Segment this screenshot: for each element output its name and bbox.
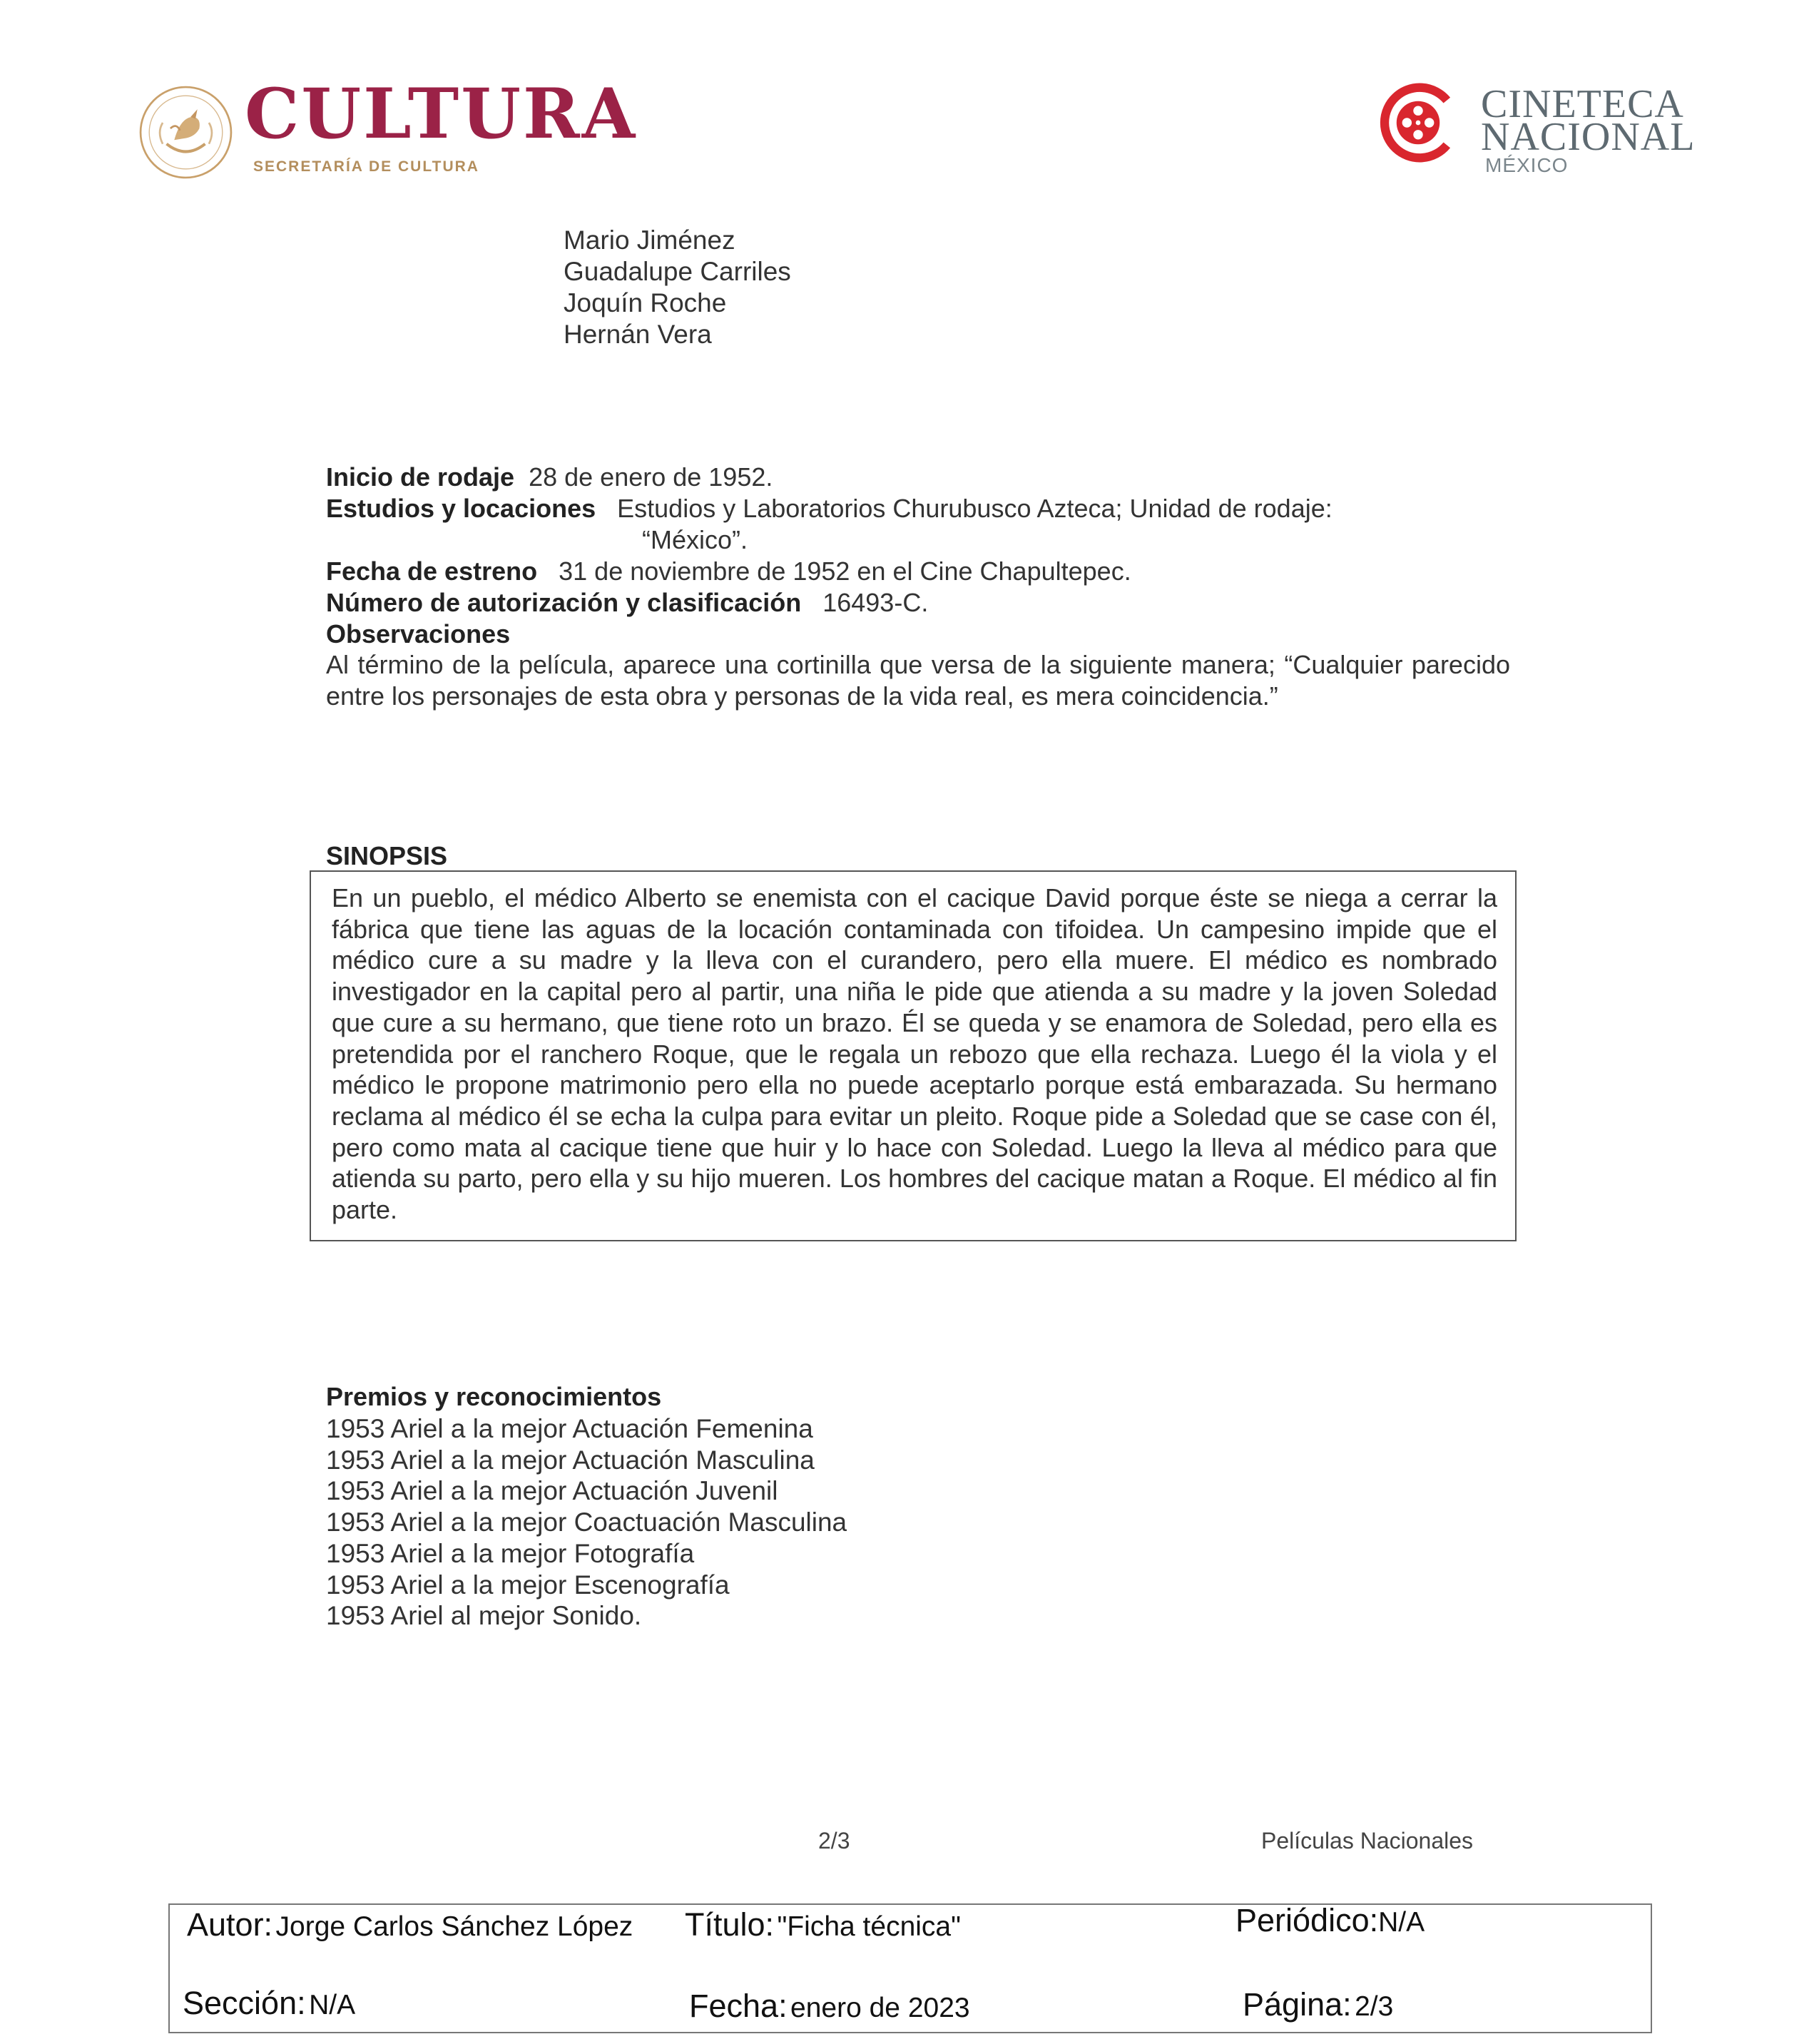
titulo-label: Título: xyxy=(685,1906,775,1943)
titulo-value: "Ficha técnica" xyxy=(777,1911,961,1942)
estreno-value: 31 de noviembre de 1952 en el Cine Chapultepec. xyxy=(559,556,1131,586)
sinopsis-heading: SINOPSIS xyxy=(326,841,448,870)
cineteca-logo-line3: MÉXICO xyxy=(1485,154,1569,176)
award-item: 1953 Ariel a la mejor Fotografía xyxy=(326,1538,695,1568)
cultura-logo-title: CULTURA xyxy=(245,73,638,154)
seccion-field xyxy=(183,1985,355,2022)
award-item: 1953 Ariel al mejor Sonido. xyxy=(326,1601,642,1631)
pagina-label: Página: xyxy=(1243,1986,1352,2023)
pagina-value: 2/3 xyxy=(1355,1991,1394,2022)
awards-heading: Premios y reconocimientos xyxy=(326,1382,662,1411)
autorizacion-row xyxy=(326,587,928,618)
autor-label: Autor: xyxy=(187,1906,273,1943)
titulo-field xyxy=(685,1906,961,1943)
autor-field xyxy=(187,1906,633,1943)
observaciones-label xyxy=(326,619,510,649)
estudios-value-cont: “México”. xyxy=(642,525,748,554)
periodico-field xyxy=(1235,1902,1425,1939)
seccion-value: N/A xyxy=(309,1990,356,2020)
observaciones-heading: Observaciones xyxy=(326,619,511,649)
autorizacion-label: Número de autorización y clasificación xyxy=(326,588,802,617)
periodico-value: N/A xyxy=(1378,1907,1425,1938)
cineteca-logo-line1: CINETECA xyxy=(1481,82,1684,126)
cast-member: Guadalupe Carriles xyxy=(564,257,791,286)
inicio-rodaje-row xyxy=(326,462,773,492)
autor-value: Jorge Carlos Sánchez López xyxy=(275,1911,633,1942)
fecha-field xyxy=(689,1988,970,2025)
estudios-label: Estudios y locaciones xyxy=(326,494,596,523)
autorizacion-value: 16493-C. xyxy=(822,588,929,617)
inicio-rodaje-value: 28 de enero de 1952. xyxy=(529,462,773,492)
award-item: 1953 Ariel a la mejor Actuación Femenina xyxy=(326,1414,813,1443)
fecha-value: enero de 2023 xyxy=(790,1993,970,2023)
cast-member: Mario Jiménez xyxy=(564,225,735,255)
award-item: 1953 Ariel a la mejor Actuación Juvenil xyxy=(326,1476,778,1506)
section-name: Películas Nacionales xyxy=(1261,1828,1474,1854)
estudios-value: Estudios y Laboratorios Churubusco Azteca; Unidad de rodaje: xyxy=(617,494,1333,523)
page-number: 2/3 xyxy=(818,1828,850,1854)
fecha-label: Fecha: xyxy=(689,1988,788,2024)
pagina-field xyxy=(1243,1986,1393,2023)
cineteca-logo-line2: NACIONAL xyxy=(1481,115,1696,159)
cast-member: Joquín Roche xyxy=(564,288,727,317)
award-item: 1953 Ariel a la mejor Escenografía xyxy=(326,1570,730,1600)
awards-list xyxy=(326,1413,847,1632)
periodico-label: Periódico: xyxy=(1235,1902,1379,1938)
seccion-label: Sección: xyxy=(183,1985,306,2021)
estreno-row xyxy=(326,556,1131,586)
award-item: 1953 Ariel a la mejor Coactuación Masculina xyxy=(326,1507,847,1537)
inicio-rodaje-label: Inicio de rodaje xyxy=(326,462,515,492)
film-reel-icon xyxy=(1378,83,1458,163)
cultura-logo-subtitle: SECRETARÍA DE CULTURA xyxy=(253,158,479,175)
estudios-row xyxy=(326,493,1333,524)
coat-of-arms-seal-icon xyxy=(138,84,234,180)
sinopsis-text: En un pueblo, el médico Alberto se enemista con el cacique David porque éste se niega a cerrar la fábrica que tiene las aguas de la locación contaminada con tifoidea. Un campesino impide que el médico cure a su madre y la lleva con el curandero, pero ella muere. El médico es nombrado investigador en la capital pero al partir, una niña le pide que atienda a su madre y la joven Soledad que cure a su hermano, que tiene roto un brazo. Él se queda y se enamora de Soledad, pero ella es pretendida por el ranchero Roque, que le regala un rebozo que ella rechaza. Luego él la viola y el médico le propone matrimonio pero ella no puede aceptarlo porque está embarazada. Su hermano reclama al médico él se echa la culpa para evitar un pleito. Roque pide a Soledad que se case con él, pero como mata al cacique tiene que huir y lo hace con Soledad. Luego la lleva al médico para que atienda su parto, pero ella y su hijo mueren. Los hombres del cacique matan a Roque. El médico al fin parte. xyxy=(332,883,1497,1225)
observaciones-text: Al término de la película, aparece una cortinilla que versa de la siguiente manera; “Cualquier parecido entre los personajes de esta obra y personas de la vida real, es mera coincidencia.” xyxy=(326,650,1510,711)
estreno-label: Fecha de estreno xyxy=(326,556,538,586)
cast-member: Hernán Vera xyxy=(564,320,712,349)
award-item: 1953 Ariel a la mejor Actuación Masculina xyxy=(326,1445,815,1475)
